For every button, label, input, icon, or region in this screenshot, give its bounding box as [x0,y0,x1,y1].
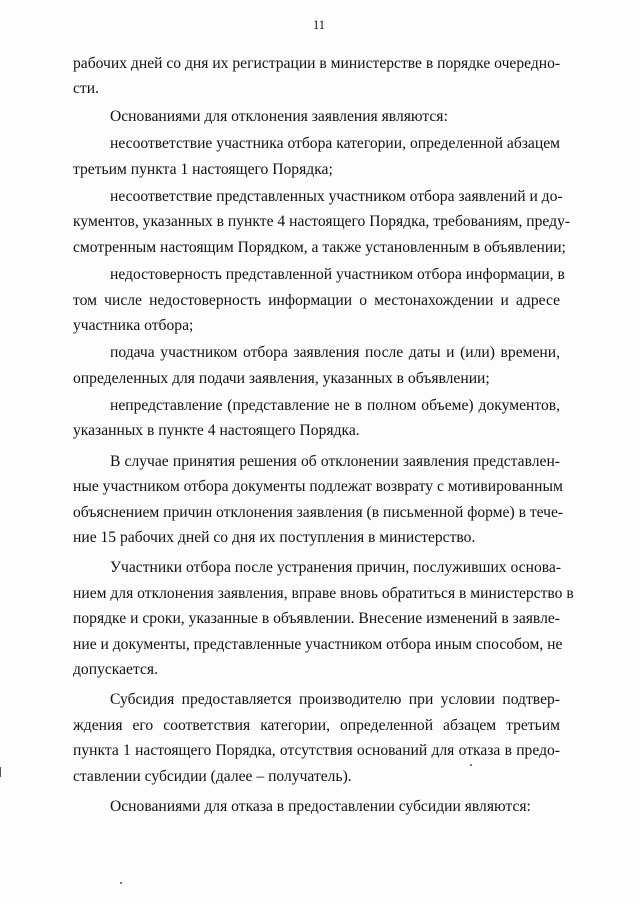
text-line: кументов, указанных в пункте 4 настоящего Порядка, требованиям, преду- [73,213,571,231]
text-line: участника отбора; [73,316,194,334]
text-line: подача участником отбора заявления после даты и (или) времени, [110,344,560,362]
paragraph [73,184,571,260]
page-number: 11 [312,18,326,32]
text-line: ние и документы, представленные участником отбора иным способом, не [73,635,563,653]
scan-artifact [470,764,472,766]
text-line: Участники отбора после устранения причин, послуживших основа- [110,559,562,577]
text-line: указанных в пункте 4 настоящего Порядка. [73,422,360,440]
paragraph [73,340,560,391]
paragraph [73,262,565,338]
text-line: сти. [73,80,99,98]
paragraph [73,687,560,789]
text-line: нием для отклонения заявления, вправе вновь обратиться в министерство в [73,584,574,602]
paragraph [73,794,560,819]
text-line: том числе недостоверность информации о местонахождении и адресе [73,291,560,309]
text-line: порядке и сроки, указанные в объявлении. Внесение изменений в заявле- [73,610,560,628]
document-body [73,51,574,821]
text-line: Основаниями для отклонения заявления являются: [110,107,448,125]
paragraph [73,104,560,129]
text-line: Субсидия предоставляется производителю при условии подтвер- [110,691,560,709]
paragraph [73,555,574,682]
paragraph [73,449,564,551]
text-line: ние 15 рабочих дней со дня их поступления в министерство. [73,529,476,547]
scan-artifact [120,882,122,884]
text-line: пункта 1 настоящего Порядка, отсутствия оснований для отказа в предо- [73,742,560,760]
paragraph [73,393,560,444]
text-line: ждения его соответствия категории, определенной абзацем третьим [73,716,560,734]
text-line: ные участником отбора документы подлежат возврату с мотивированным [73,478,563,496]
text-line: рабочих дней со дня их регистрации в министерстве в порядке очередно- [73,55,561,72]
scan-artifact [0,767,1,777]
text-line: недостоверность представленной участником отбора информации, в [110,266,565,284]
text-line: допускается. [73,660,158,678]
text-line: объяснением причин отклонения заявления (в письменной форме) в тече- [73,503,564,521]
text-line: несоответствие представленных участником отбора заявлений и до- [110,187,563,205]
paragraph [73,131,560,182]
text-line: третьим пункта 1 настоящего Порядка; [73,160,333,178]
text-line: определенных для подачи заявления, указанных в объявлении; [73,369,490,387]
text-line: Основаниями для отказа в предоставлении субсидии являются: [110,797,531,815]
text-line: ставлении субсидии (далее – получатель). [73,767,352,785]
text-line: несоответствие участника отбора категории, определенной абзацем [110,135,560,153]
paragraph [73,51,560,102]
text-line: непредставление (представление не в полном объеме) документов, [110,397,560,415]
text-line: смотренным настоящим Порядком, а также установленным в объявлении; [73,238,566,256]
text-line: В случае принятия решения об отклонении заявления представлен- [110,452,560,470]
